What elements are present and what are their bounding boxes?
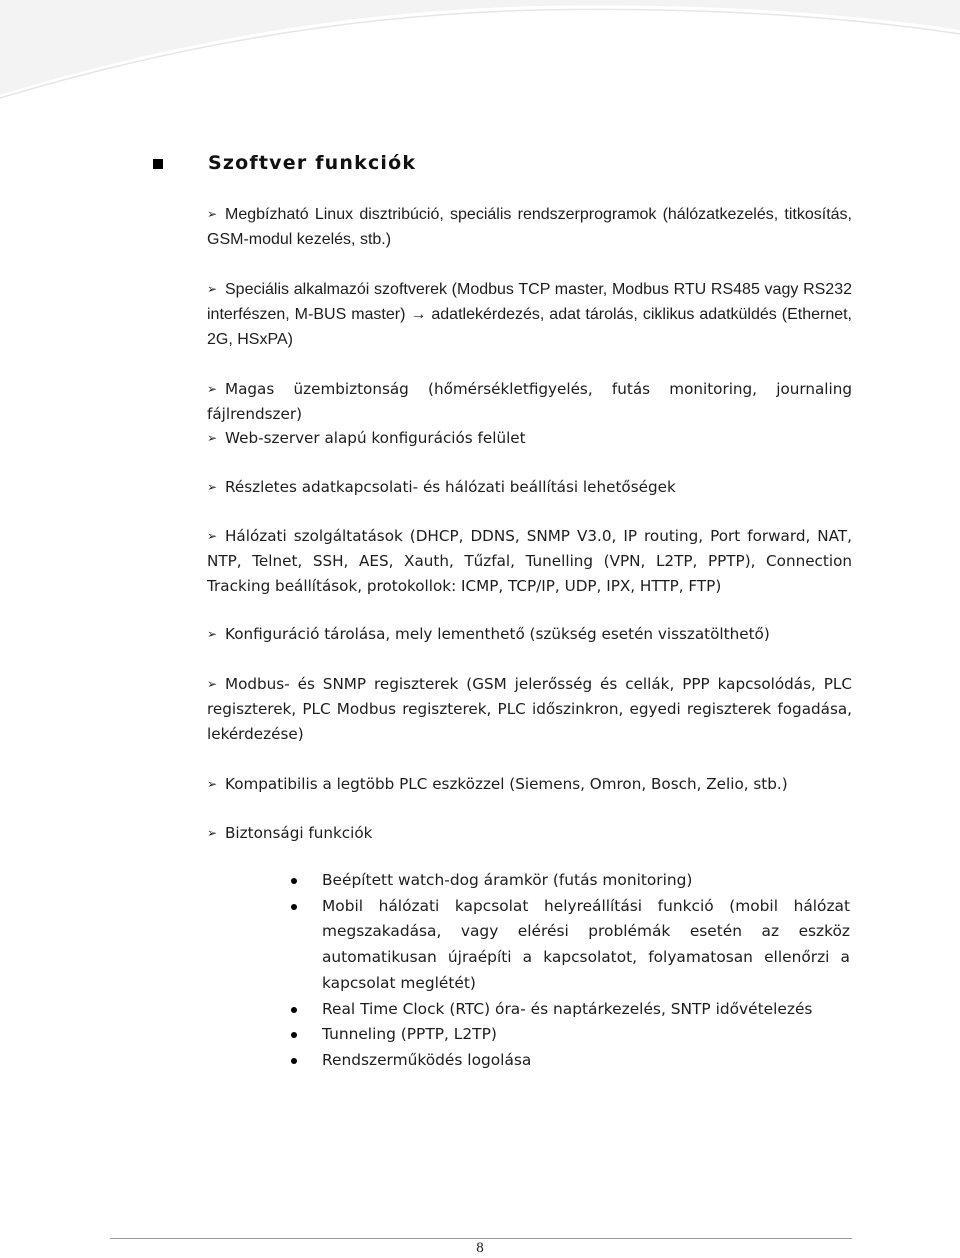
sub-list-item-text: Beépített watch-dog áramkör (futás monitoring) xyxy=(322,871,693,889)
footer-divider xyxy=(110,1238,852,1239)
arrow-bullet-icon: ➢ xyxy=(207,777,218,791)
list-item-text: Web-szerver alapú konfigurációs felület xyxy=(225,429,526,447)
scan-edge-shadow xyxy=(0,0,960,110)
bullet-dot-icon xyxy=(291,1058,297,1064)
security-sub-list xyxy=(285,868,850,1074)
list-item xyxy=(207,277,852,352)
list-item-text: Megbízható Linux disztribúció, speciális rendszerprogramok (hálózatkezelés, titkosítás, GSM-modul kezelés, stb.) xyxy=(207,206,852,248)
sub-list-item-text: Rendszerműködés logolása xyxy=(322,1050,532,1069)
list-item-text: Kompatibilis a legtöbb PLC eszközzel (Siemens, Omron, Bosch, Zelio, stb.) xyxy=(225,775,788,793)
sub-list-item-text: Tunneling (PPTP, L2TP) xyxy=(322,1025,497,1044)
arrow-bullet-icon: ➢ xyxy=(207,677,218,691)
bullet-dot-icon xyxy=(291,878,297,884)
list-item xyxy=(207,821,852,846)
list-item xyxy=(207,772,852,797)
arrow-bullet-icon: ➢ xyxy=(207,480,218,494)
arrow-bullet-icon: ➢ xyxy=(207,382,218,396)
list-item xyxy=(207,622,852,647)
arrow-bullet-icon: ➢ xyxy=(207,207,218,221)
list-item xyxy=(207,475,852,500)
list-item-text: Konfiguráció tárolása, mely lementhető (szükség esetén visszatölthető) xyxy=(225,625,770,643)
sub-list-item-text: Real Time Clock (RTC) óra- és naptárkezelés, SNTP idővételezés xyxy=(322,999,813,1018)
page-number: 8 xyxy=(476,1240,484,1256)
list-item-text: Modbus- és SNMP regiszterek (GSM jelerősség és cellák, PPP kapcsolódás, PLC regiszterek, PLC Modbus regiszterek, PLC időszinkron, egyedi regiszterek fogadása, lekérdezése) xyxy=(207,675,852,743)
list-item-text: Biztonsági funkciók xyxy=(225,824,373,842)
list-item-text: Részletes adatkapcsolati- és hálózati beállítási lehetőségek xyxy=(225,478,676,496)
bullet-dot-icon xyxy=(291,1032,297,1038)
sub-list-item-text: Mobil hálózati kapcsolat helyreállítási funkció (mobil hálózat megszakadása, vagy elérési problémák esetén az eszköz automatikusan újraépíti a kapcsolatot, folyamatosan ellenőrzi a kapcsolat meglétét) xyxy=(322,896,850,992)
sub-list-item xyxy=(285,1022,850,1048)
arrow-bullet-icon: ➢ xyxy=(207,431,218,445)
list-item xyxy=(207,202,852,252)
list-item-text: Magas üzembiztonság (hőmérsékletfigyelés, futás monitoring, journaling fájlrendszer) xyxy=(207,380,852,423)
bullet-dot-icon xyxy=(291,1007,297,1013)
list-item xyxy=(207,377,852,427)
list-item xyxy=(207,672,852,747)
square-bullet-icon xyxy=(153,159,163,169)
section-title: Szoftver funkciók xyxy=(208,152,417,174)
bullet-dot-icon xyxy=(291,904,297,910)
arrow-bullet-icon: ➢ xyxy=(207,529,218,543)
list-item-text: Speciális alkalmazói szoftverek (Modbus TCP master, Modbus RTU RS485 vagy RS232 interfészen, M-BUS master) → adatlekérdezés, adat tárolás, ciklikus adatküldés (Ethernet, 2G, HSxPA) xyxy=(207,281,852,348)
sub-list-item xyxy=(285,1048,850,1074)
sub-list-item xyxy=(285,997,850,1023)
arrow-bullet-icon: ➢ xyxy=(207,282,218,296)
sub-list-item xyxy=(285,868,850,894)
list-item xyxy=(207,524,852,599)
sub-list-item xyxy=(285,894,850,997)
arrow-bullet-icon: ➢ xyxy=(207,627,218,641)
list-item xyxy=(207,426,852,451)
arrow-bullet-icon: ➢ xyxy=(207,826,218,840)
list-item-text: Hálózati szolgáltatások (DHCP, DDNS, SNMP V3.0, IP routing, Port forward, NAT, NTP, Telnet, SSH, AES, Xauth, Tűzfal, Tunelling (VPN, L2TP, PPTP), Connection Tracking beállítások, protokollok: ICMP, TCP/IP, UDP, IPX, HTTP, FTP) xyxy=(207,527,852,595)
section-header xyxy=(153,150,753,180)
